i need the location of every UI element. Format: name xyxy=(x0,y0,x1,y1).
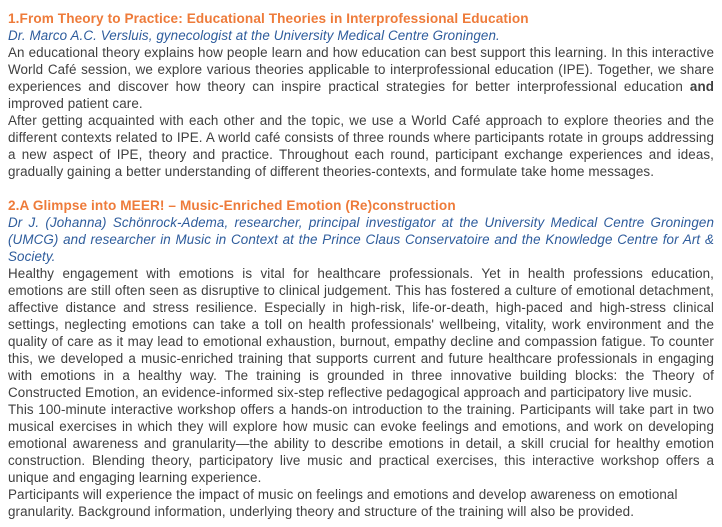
session-1 xyxy=(8,10,714,180)
session-2-speaker: Dr J. (Johanna) Schönrock-Adema, researcher, principal investigator at the University Medical Centre Groningen (UMCG) and researcher in Music in Context at the Prince Claus Conservatoire and the Knowledge Centre for Art & Society. xyxy=(8,215,714,264)
text-run: improved patient care. xyxy=(8,96,143,111)
session-2-paragraph-2: This 100-minute interactive workshop offers a hands-on introduction to the training. Participants will take part in two musical exercises in which they will explore how music can evoke feelings and emotions, and work on developing emotional awareness and granularity—the ability to describe emotions in detail, a skill crucial for healthy emotion construction. Blending theory, participatory live music and practical exercises, this interactive workshop offers a unique and engaging learning experience. xyxy=(8,402,714,485)
session-2 xyxy=(8,197,714,520)
text-run-bold: and xyxy=(689,79,714,94)
session-1-title: 1.From Theory to Practice: Educational Theories in Interprofessional Education xyxy=(8,11,529,26)
text-run: An educational theory explains how people learn and how education can best support this learning. In this interactive World Café session, we explore various theories applicable to interprofessional education (IPE). Together, we share experiences and discover how theory can inspire practical strategies for better interprofessional education xyxy=(8,45,714,94)
session-2-title: 2.A Glimpse into MEER! – Music-Enriched Emotion (Re)construction xyxy=(8,198,456,213)
session-2-paragraph-3: Participants will experience the impact of music on feelings and emotions and develop awareness on emotional granularity. Background information, underlying theory and structure of the training will also be provided. xyxy=(8,487,678,519)
session-2-paragraph-1: Healthy engagement with emotions is vital for healthcare professionals. Yet in health professions education, emotions are still often seen as disruptive to clinical judgement. This has fostered a culture of emotional detachment, affective distance and stress resilience. Especially in high-risk, life-or-death, high-paced and high-stress clinical settings, neglecting emotions can take a toll on health professionals' wellbeing, vitality, work environment and the quality of care as it may lead to emotional exhaustion, burnout, empathy decline and compassion fatigue. To counter this, we developed a music-enriched training that supports current and future healthcare professionals in engaging with emotions in a healthy way. The training is grounded in three innovative building blocks: the Theory of Constructed Emotion, an evidence-informed six-step reflective pedagogical approach and participatory live music. xyxy=(8,266,714,400)
blank-line xyxy=(8,180,714,197)
session-1-paragraph-1 xyxy=(8,44,714,112)
session-1-speaker: Dr. Marco A.C. Versluis, gynecologist at the University Medical Centre Groningen. xyxy=(8,28,500,43)
session-1-paragraph-2: After getting acquainted with each other and the topic, we use a World Café approach to explore theories and the different contexts related to IPE. A world café consists of three rounds where participants rotate in groups addressing a new aspect of IPE, theory and practice. Throughout each round, participant exchange experiences and ideas, gradually gaining a better understanding of different theories-contexts, and formulate take home messages. xyxy=(8,113,714,179)
